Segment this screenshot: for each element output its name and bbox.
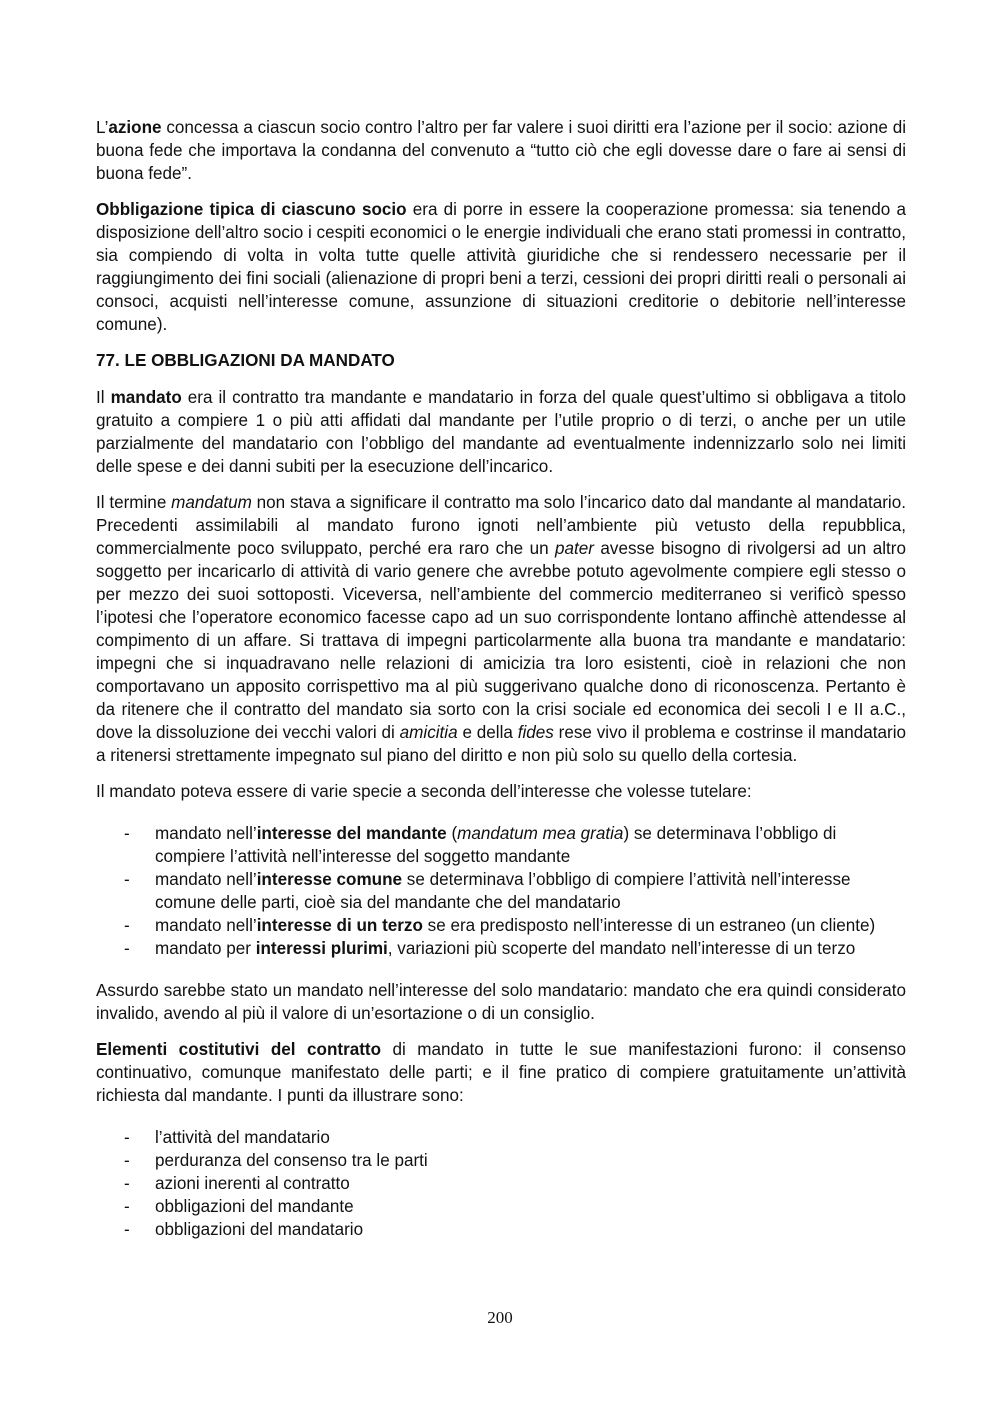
text-span: mandato per: [155, 939, 256, 958]
paragraph-obbligazione: [96, 198, 906, 336]
text-span: mandato nell’: [155, 870, 257, 889]
bold-term: interessi plurimi: [255, 939, 388, 958]
list-item: [96, 822, 906, 868]
text-span: , variazioni più scoperte del mandato nell’interesse di un terzo: [387, 939, 856, 958]
text-span: rese vivo il problema e costrinse il mandatario a ritenersi strettamente impegnato sul piano del diritto e non più solo su quello della cortesia.: [96, 723, 906, 765]
text-span: ) se determinava l’obbligo di compiere l’attività nell’interesse del soggetto mandante: [155, 824, 837, 866]
bold-term: Obbligazione tipica di ciascuno socio: [96, 200, 407, 219]
paragraph-mandatum: [96, 491, 906, 767]
text-span: era di porre in essere la cooperazione promessa: sia tenendo a disposizione dell’altro socio i cespiti economici o le energie individuali che erano stati promessi in contratto, sia compiendo di volta in volta tutte quelle attività giuridiche che si rendessero necessarie per il raggiungimento dei fini sociali (alienazione di propri beni a terzi, cessioni dei propri diritti reali o personali ai consoci, acquisti nell’interesse comune, assunzione di situazioni creditorie o debitorie nell’interesse comune).: [96, 200, 906, 334]
text-span: se era predisposto nell’interesse di un estraneo (un cliente): [422, 916, 876, 935]
text-span: perduranza del consenso tra le parti: [155, 1151, 428, 1170]
list-item: [96, 1218, 906, 1241]
bullet-dash: -: [124, 824, 130, 843]
page-body: [96, 116, 906, 1254]
points-list: [96, 1126, 906, 1241]
text-span: azioni inerenti al contratto: [155, 1174, 350, 1193]
italic-term: amicitia: [399, 723, 458, 742]
list-item: [96, 914, 906, 937]
list-item: [96, 1149, 906, 1172]
text-span: era il contratto tra mandante e mandatario in forza del quale quest’ultimo si obbligava a titolo gratuito a compiere 1 o più atti affidati dal mandante per l’utile proprio o di terzi, o anche per un utile parzialmente del mandatario con l’obbligo del mandante ad eventualmente indennizzarlo solo nei limiti delle spese e dei danni subiti per la esecuzione dell’incarico.: [96, 388, 906, 476]
page-number: 200: [487, 1308, 513, 1327]
text-span: concessa a ciascun socio contro l’altro per far valere i suoi diritti era l’azione per il socio: azione di buona fede che importava la condanna del convenuto a “tutto ciò che egli dovesse dare o fare ai sensi di buona fede”.: [96, 118, 906, 183]
paragraph-mandato: [96, 386, 906, 478]
bullet-dash: -: [124, 916, 130, 935]
italic-term: fides: [517, 723, 554, 742]
bold-term: interesse comune: [256, 870, 403, 889]
text-span: (: [446, 824, 458, 843]
bold-term: interesse di un terzo: [256, 916, 423, 935]
bullet-dash: -: [124, 870, 130, 889]
italic-term: mandatum: [171, 493, 252, 512]
text-span: e della: [457, 723, 518, 742]
text-span: l’attività del mandatario: [155, 1128, 330, 1147]
list-item: [96, 937, 906, 960]
bold-term: mandato: [110, 388, 182, 407]
text-span: di mandato in tutte le sue manifestazioni furono: il consenso continuativo, comunque manifestato delle parti; e il fine pratico di compiere gratuitamente un’attività richiesta dal mandante. I punti da illustrare sono:: [96, 1040, 906, 1105]
italic-term: mandatum mea gratia: [457, 824, 624, 843]
bold-term: Elementi costitutivi del contratto: [96, 1040, 382, 1059]
text-span: non stava a significare il contratto ma solo l’incarico dato dal mandante al mandatario. Precedenti assimilabili al mandato furono ignoti nell’ambiente più vetusto della repubblica, commercialmente poco sviluppato, perché era raro che un: [96, 493, 906, 558]
text-span: Il: [96, 388, 111, 407]
list-item: [96, 1195, 906, 1218]
paragraph-elementi: [96, 1038, 906, 1107]
paragraph-specie: Il mandato poteva essere di varie specie a seconda dell’interesse che volesse tutelare:: [96, 782, 752, 801]
text-span: mandato nell’: [155, 916, 257, 935]
bullet-dash: -: [124, 1174, 130, 1193]
paragraph-azione: [96, 116, 906, 185]
paragraph-assurdo: Assurdo sarebbe stato un mandato nell’interesse del solo mandatario: mandato che era quindi considerato invalido, avendo al più il valore di un’esortazione o di un consiglio.: [96, 981, 906, 1023]
text-span: Il termine: [96, 493, 172, 512]
text-span: avesse bisogno di rivolgersi ad un altro soggetto per incaricarlo di attività di vario genere che avrebbe potuto agevolmente compiere egli stesso o per mezzo dei suoi sottoposti. Viceversa, nell’ambiente del commercio mediterraneo si verificò spesso l’ipotesi che l’operatore economico facesse capo ad un suo corrispondente lontano affinchè attendesse al compimento di un affare. Si trattava di impegni particolarmente alla buona tra mandante e mandatario: impegni che si inquadravano nelle relazioni di amicizia tra loro esistenti, cioè in relazioni che non comportavano un apposito corrispettivo ma al più suggerivano qualche dono di riconoscenza. Pertanto è da ritenere che il contratto del mandato sia sorto con la crisi sociale ed economica dei secoli I e II a.C., dove la dissoluzione dei vecchi valori di: [96, 539, 906, 742]
section-heading: 77. LE OBBLIGAZIONI DA MANDATO: [96, 351, 395, 370]
bold-term: interesse del mandante: [256, 824, 447, 843]
italic-term: pater: [555, 539, 594, 558]
bullet-dash: -: [124, 1151, 130, 1170]
bullet-dash: -: [124, 1128, 130, 1147]
text-span: mandato nell’: [155, 824, 257, 843]
list-item: [96, 1126, 906, 1149]
bold-term: azione: [108, 118, 162, 137]
list-item: [96, 868, 906, 914]
text-span: obbligazioni del mandante: [155, 1197, 354, 1216]
text-span: L’: [96, 118, 109, 137]
bullet-dash: -: [124, 1197, 130, 1216]
text-span: se determinava l’obbligo di compiere l’attività nell’interesse comune delle parti, cioè sia del mandante che del mandatario: [155, 870, 851, 912]
list-item: [96, 1172, 906, 1195]
bullet-dash: -: [124, 939, 130, 958]
text-span: obbligazioni del mandatario: [155, 1220, 364, 1239]
mandate-types-list: [96, 822, 906, 960]
bullet-dash: -: [124, 1220, 130, 1239]
